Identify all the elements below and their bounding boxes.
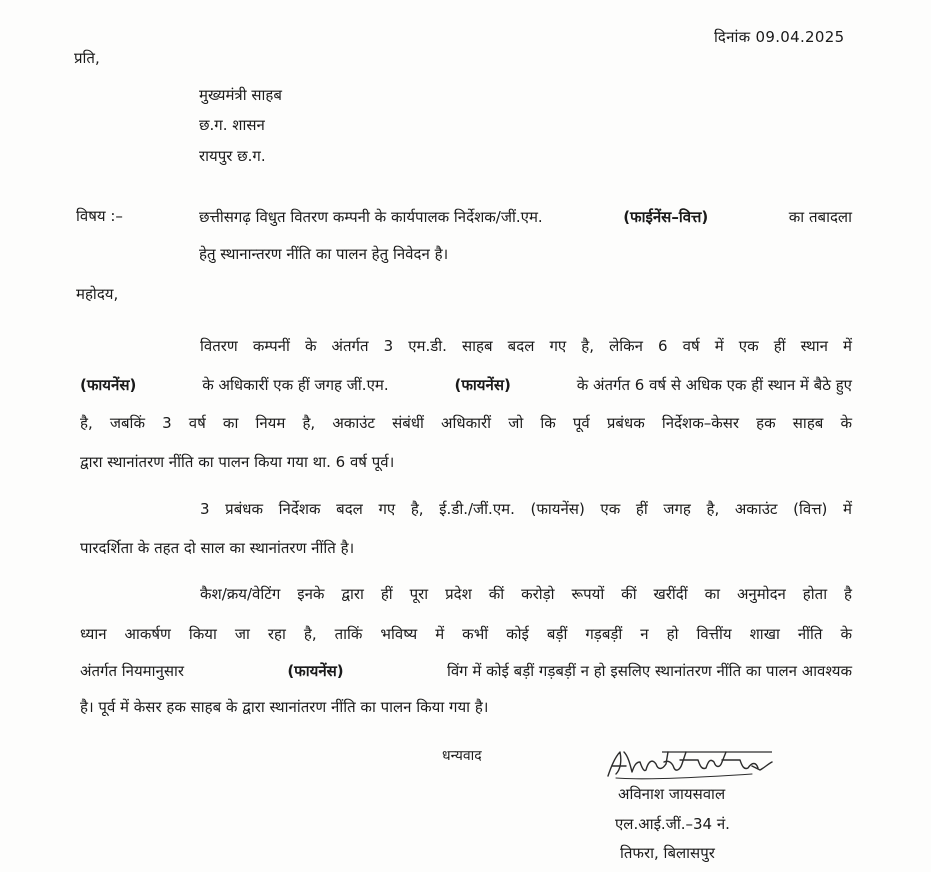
closing-thanks: धन्यवाद [442, 748, 482, 764]
para1-line-2-mid: के अधिकारीं एक हीं जगह जीं.एम. [202, 376, 389, 394]
sender-address-2: तिफरा, बिलासपुर [620, 844, 715, 862]
subject-finance-term: (फाईनेंस–वित्त) [623, 208, 709, 226]
subject-line-1-end: का तबादला [788, 208, 852, 226]
subject-line-2: हेतु स्थानान्तरण नींति का पालन हेतु निवेदन है। [199, 245, 449, 263]
para2-line-2: पारदर्शिता के तहत दो साल का स्थानांतरण नींति है। [80, 539, 355, 557]
para3-finance-term: (फायनेंस) [287, 662, 344, 680]
para1-line-2-end: के अंतर्गत 6 वर्ष से अधिक एक हीं स्थान में बैठे हुए [576, 376, 852, 394]
addressee-line-1: मुख्यमंत्री साहब [199, 86, 282, 104]
para1-line-4: द्वारा स्थानांतरण नींति का पालन किया गया था. 6 वर्ष पूर्व। [80, 453, 395, 471]
subject-line-1-text: छत्तीसगढ़ विधुत वितरण कम्पनी के कार्यपालक निर्देशक/जीं.एम. [199, 208, 543, 226]
salutation: महोदय, [76, 285, 119, 303]
subject-label: विषय :– [76, 207, 123, 225]
sender-address-1: एल.आई.जीं.–34 नं. [615, 815, 730, 833]
addressee-line-3: रायपुर छ.ग. [199, 147, 266, 165]
para1-line-3: है, जबकिं 3 वर्ष का नियम है, अकाउंट संबंधीं अधिकारीं जो कि पूर्व प्रबंधक निर्देशक–केसर हक साहब के [80, 414, 852, 432]
para3-line-1: कैश/क्रय/वेटिंग इनके द्वारा हीं पूरा प्रदेश कीं करोड़ो रूपयों कीं खरींदीं का अनुमोदन होता है [200, 585, 852, 603]
para3-line-3 [80, 661, 852, 681]
letter-date: दिनांक 09.04.2025 [714, 28, 845, 46]
para3-line-3-end: विंग में कोई बड़ीं गड़बड़ीं न हो इसलिए स्थानांतरण नींति का पालन आवश्यक [446, 662, 852, 680]
para3-line-4: है। पूर्व में केसर हक साहब के द्वारा स्थानांतरण नींति का पालन किया गया है। [80, 698, 489, 716]
para3-line-2: ध्यान आकर्षण किया जा रहा है, ताकिं भविष्य में कभीं कोई बड़ीं गड़बड़ीं न हो वित्तींय शाखा नींति के [80, 625, 852, 643]
para3-line-3-start: अंतर्गत नियमानुसार [80, 662, 185, 680]
para1-finance-term-b: (फायनेंस) [454, 376, 511, 394]
para2-line-1: 3 प्रबंधक निर्देशक बदल गए है, ई.डी./जीं.एम. (फायनेंस) एक हीं जगह है, अकाउंट (वित्त) में [200, 500, 852, 518]
subject-line-1 [199, 207, 852, 227]
para1-line-1: वितरण कम्पनीं के अंतर्गत 3 एम.डी. साहब बदल गए है, लेकिन 6 वर्ष में एक हीं स्थान में [200, 337, 852, 355]
sender-name: अविनाश जायसवाल [618, 785, 726, 803]
para1-line-2 [80, 375, 852, 395]
para1-finance-term-a: (फायनेंस) [80, 376, 137, 394]
prati-label: प्रति, [74, 49, 100, 67]
addressee-line-2: छ.ग. शासन [199, 116, 265, 134]
signature [602, 744, 777, 784]
